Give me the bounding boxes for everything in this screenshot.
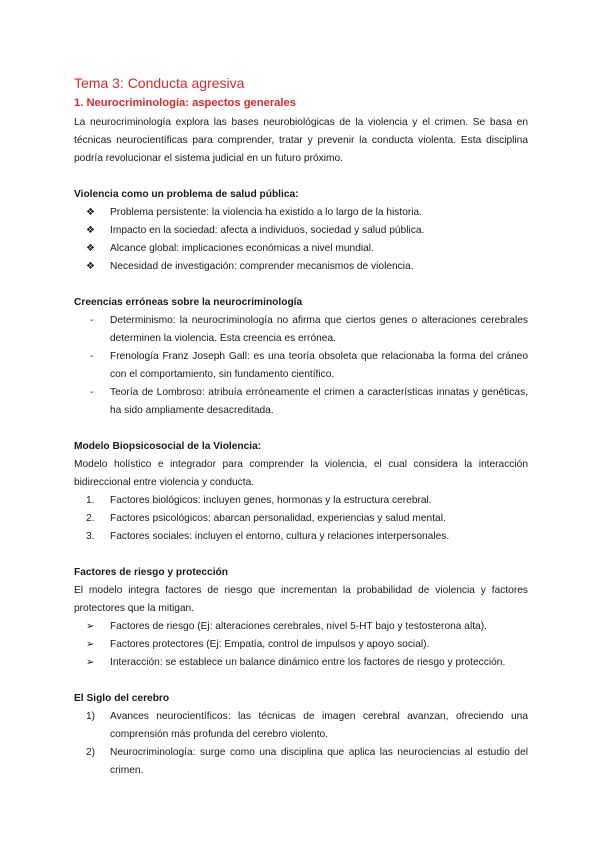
brain-century-heading: El Siglo del cerebro <box>74 693 170 704</box>
diamond-bullet-icon: ❖ <box>86 243 95 254</box>
list-item: 2. Factores psicológicos: abarcan personalidad, experiencias y salud mental. <box>86 513 446 524</box>
list-item: ➢ Factores de riesgo (Ej: alteraciones cerebrales, nivel 5-HT bajo y testosterona alta). <box>74 618 528 636</box>
list-item: 1. Factores biológicos: incluyen genes, hormonas y la estructura cerebral. <box>86 495 432 506</box>
diamond-bullet-icon: ❖ <box>86 225 95 236</box>
brain-century-list <box>74 708 528 780</box>
list-item: 3. Factores sociales: incluyen el entorno, cultura y relaciones interpersonales. <box>86 531 450 542</box>
risk-factors-heading: Factores de riesgo y protección <box>74 567 228 578</box>
diamond-bullet-icon: ❖ <box>86 207 95 218</box>
biopsychosocial-intro: Modelo holístico e integrador para comprender la violencia, el cual considera la interacción bidireccional entre violencia y conducta. <box>74 459 528 488</box>
dash-bullet-icon: - <box>90 315 94 326</box>
biopsychosocial-list <box>74 492 528 546</box>
section-subtitle: 1. Neurocriminología: aspectos generales <box>74 97 296 109</box>
list-item: ❖ Necesidad de investigación: comprender mecanismos de violencia. <box>74 258 528 276</box>
list-item: 2) Neurocriminología: surge como una disciplina que aplica las neurociencias al estudio del crimen. <box>86 747 528 776</box>
list-item: 1) Avances neurocientíficos: las técnicas de imagen cerebral avanzan, ofreciendo una comprensión más profunda del cerebro violento. <box>86 711 528 740</box>
arrow-bullet-icon: ➢ <box>86 657 95 668</box>
arrow-bullet-icon: ➢ <box>86 639 95 650</box>
list-item: - Determinismo: la neurocriminología no afirma que ciertos genes o alteraciones cerebrales determinen la violencia. Esta creencia es errónea. <box>74 312 528 348</box>
list-item: ❖ Alcance global: implicaciones económicas a nivel mundial. <box>74 240 528 258</box>
risk-factors-intro: El modelo integra factores de riesgo que incrementan la probabilidad de violencia y factores protectores que la mitigan. <box>74 585 528 614</box>
biopsychosocial-heading: Modelo Biopsicosocial de la Violencia: <box>74 441 262 452</box>
arrow-bullet-icon: ➢ <box>86 621 95 632</box>
misconceptions-list <box>74 312 528 420</box>
list-item: ➢ Factores protectores (Ej: Empatía, control de impulsos y apoyo social). <box>74 636 528 654</box>
diamond-bullet-icon: ❖ <box>86 261 95 272</box>
intro-paragraph: La neurocriminología explora las bases neurobiológicas de la violencia y el crimen. Se basa en técnicas neurocientíficas para comprender, tratar y prevenir la conducta violenta. Esta disciplina podría revolucionar el sistema judicial en un futuro próximo. <box>74 117 528 164</box>
list-item: ➢ Interacción: se establece un balance dinámico entre los factores de riesgo y protección. <box>74 654 528 672</box>
list-item: - Frenología Franz Joseph Gall: es una teoría obsoleta que relacionaba la forma del cráneo con el comportamiento, sin fundamento científico. <box>74 348 528 384</box>
risk-factors-list <box>74 618 528 672</box>
dash-bullet-icon: - <box>90 351 94 362</box>
public-health-list <box>74 204 528 276</box>
list-item: ❖ Impacto en la sociedad: afecta a individuos, sociedad y salud pública. <box>74 222 528 240</box>
document-title: Tema 3: Conducta agresiva <box>74 75 245 91</box>
public-health-heading: Violencia como un problema de salud pública: <box>74 189 299 200</box>
misconceptions-heading: Creencias erróneas sobre la neurocriminología <box>74 297 303 308</box>
dash-bullet-icon: - <box>90 387 94 398</box>
list-item: ❖ Problema persistente: la violencia ha existido a lo largo de la historia. <box>74 204 528 222</box>
list-item: - Teoría de Lombroso: atribuía erróneamente el crimen a características innatas y genéticas, ha sido ampliamente desacreditada. <box>74 384 528 420</box>
